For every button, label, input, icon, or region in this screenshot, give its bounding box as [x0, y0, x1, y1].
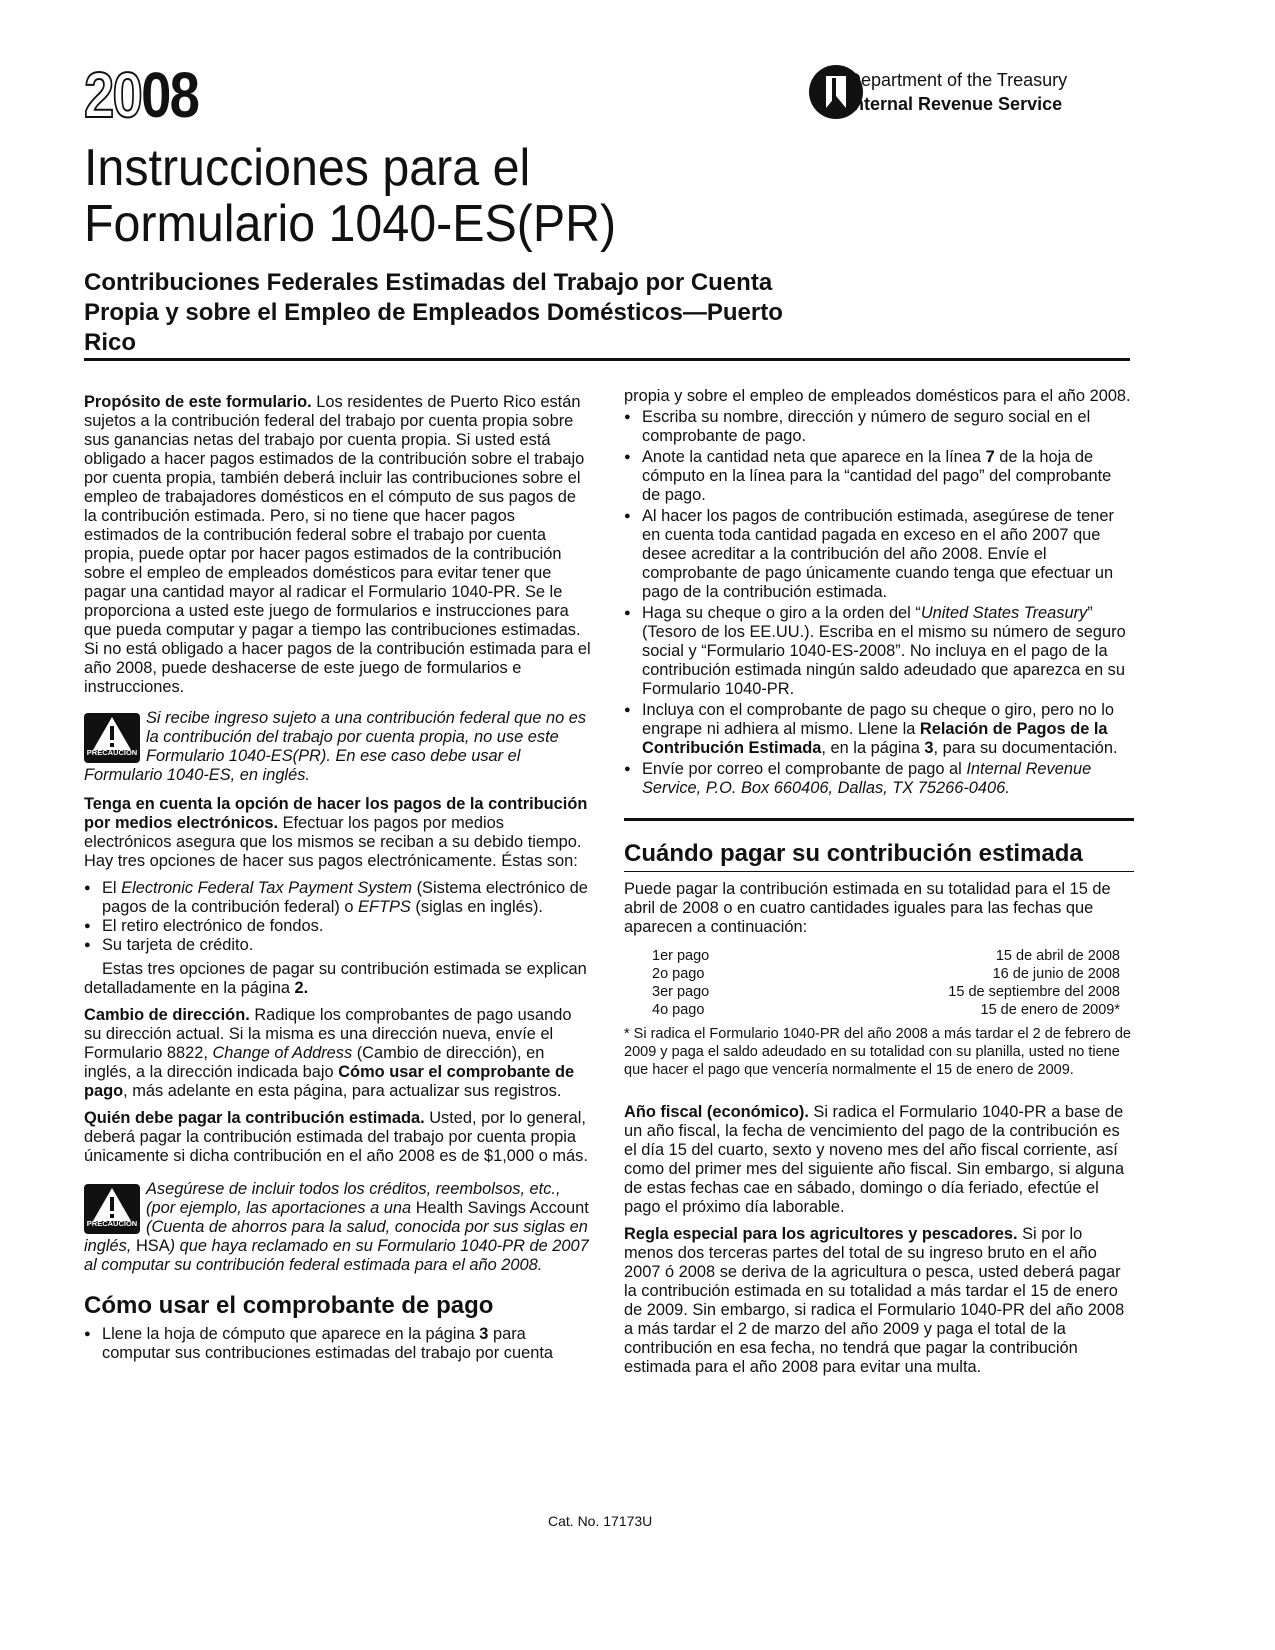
purpose-paragraph: Propósito de este formulario. Los residentes de Puerto Rico están sujetos a la contribución federal del trabajo por cuenta propia sobre sus ganancias netas del trabajo por cuenta propia. Si usted está obligado a hacer pagos estimados de la contribución sobre el trabajo por cuenta propia, también deberá incluir las contribuciones sobre el empleo de trabajadores domésticos en el cómputo de sus pagos de la contribución estimada. Pero, si no tiene que hacer pagos estimados de la contribución federal sobre el trabajo por cuenta propia, puede optar por hacer pagos estimados de la contribución sobre el empleo de empleados domésticos para evitar tener que pagar una cantidad mayor al radicar el Formulario 1040-PR. Se le proporciona a usted este juego de formularios e instrucciones para que pueda computar y pagar a tiempo las contribuciones estimadas. Si no está obligado a hacer pagos de la contribución estimada para el año 2008, puede deshacerse de este juego de formularios e instrucciones. [84, 393, 591, 696]
agency-name: Department of the Treasury Internal Revenue Service [848, 70, 1068, 114]
page-title: Instrucciones para el Formulario 1040-ES(PR) [84, 139, 617, 253]
payment-schedule [652, 947, 1120, 1019]
caution-note: PRECAUCIÓN Si recibe ingreso sujeto a una contribución federal que no es la contribución del trabajo por cuenta propia, no use este Formulario 1040-ES(PR). En ese caso debe usar el Formulario 1040-ES, en inglés. [84, 709, 587, 784]
list-item: ● Al hacer los pagos de contribución estimada, asegúrese de tener en cuenta toda cantidad pagada en exceso en el año 2007 que desee acreditar a la contribución del año 2008. Envíe el comprobante de pago únicamente cuando tenga que efectuar un pago de la contribución estimada. [624, 507, 1134, 602]
list-item: ● Haga su cheque o giro a la orden del “United States Treasury” (Tesoro de los EE.UU.). Escriba en el mismo su número de seguro social y “Formulario 1040-ES-2008”. No incluya en el pago de la contribución estimada ningún saldo adeudado que aparezca en su Formulario 1040-PR. [624, 604, 1134, 699]
schedule-row: 4o pago 15 de enero de 2009* [652, 1002, 1120, 1018]
year-mark: 2008 [84, 59, 199, 131]
schedule-row: 2o pago 16 de junio de 2008 [652, 966, 1120, 982]
list-item: ● Incluya con el comprobante de pago su cheque o giro, pero no lo engrape ni adhiera al mismo. Llene la Relación de Pagos de la Contribución Estimada, en la página 3, para su documentación. [624, 701, 1134, 758]
section-heading: Cómo usar el comprobante de pago [84, 1292, 494, 1319]
schedule-row: 3er pago 15 de septiembre del 2008 [652, 984, 1120, 1000]
schedule-footnote: * Si radica el Formulario 1040-PR del año 2008 a más tardar el 2 de febrero de 2009 y paga el saldo adeudado en su totalidad con su planilla, usted no tiene que hacer el pago que vencería normalmente el 15 de enero de 2009. [624, 1026, 1131, 1078]
catalog-number: Cat. No. 17173U [548, 1513, 653, 1529]
list-item: ● Anote la cantidad neta que aparece en la línea 7 de la hoja de cómputo en la línea para la “cantidad del pago” del comprobante de pago. [624, 448, 1134, 505]
section-divider [624, 818, 1134, 821]
list-item: ● Su tarjeta de crédito. [84, 936, 592, 955]
list-item: ● El retiro electrónico de fondos. [84, 917, 592, 936]
fiscal-year-paragraph: Año fiscal (económico). Si radica el Formulario 1040-PR a base de un año fiscal, la fecha de vencimiento del pago de la contribución es el día 15 del cuarto, sexto y noveno mes del año fiscal corriente, así como del primer mes del siguiente año fiscal. Sin embargo, si alguna de estas fechas cae en sábado, domingo o día feriado, efectúe el pago el próximo día laborable. [624, 1103, 1125, 1216]
caution-note: PRECAUCIÓN Asegúrese de incluir todos los créditos, reembolsos, etc., (por ejemplo, las aportaciones a una Health Savings Account (Cuenta de ahorros para la salud, conocida por sus siglas en inglés, HSA) que haya reclamado en su Formulario 1040-PR de 2007 al computar su contribución federal estimada para el año 2008. [84, 1180, 589, 1274]
list-item: ● El Electronic Federal Tax Payment System (Sistema electrónico de pagos de la contribución federal) o EFTPS (siglas en inglés). [84, 879, 592, 917]
address-change-paragraph: Cambio de dirección. Radique los comprobantes de pago usando su dirección actual. Si la misma es una dirección nueva, envíe el Formulario 8822, Change of Address (Cambio de dirección), en inglés, a la dirección indicada bajo Cómo usar el comprobante de pago, más adelante en esta página, para actualizar sus registros. [84, 1006, 575, 1100]
list-item: ● Llene la hoja de cómputo que aparece en la página 3 para computar sus contribuciones estimadas del trabajo por cuenta [84, 1325, 592, 1363]
who-must-pay-paragraph: Quién debe pagar la contribución estimada. Usted, por lo general, deberá pagar la contribución estimada del trabajo por cuenta propia únicamente si dicha contribución en el año 2008 es de $1,000 o más. [84, 1109, 588, 1165]
left-column: Propósito de este formulario. Los residentes de Puerto Rico están sujetos a la contribución federal del trabajo por cuenta propia sobre sus ganancias netas del trabajo por cuenta propia. Si usted está obligado a hacer pagos estimados de la contribución sobre el trabajo por cuenta propia, también deberá incluir las contribuciones sobre el empleo de trabajadores domésticos en el cómputo de sus pagos de la contribución estimada. Pero, si no tiene que hacer pagos estimados de la contribución federal sobre el trabajo por cuenta propia, puede optar por hacer pagos estimados de la contribución sobre el empleo de empleados domésticos para evitar tener que pagar una cantidad mayor al radicar el Formulario 1040-PR. Se le proporciona a usted este juego de formularios e instrucciones para que pueda computar y pagar a tiempo las contribuciones estimadas. Si no está obligado a hacer pagos de la contribución estimada para el año 2008, puede deshacerse de este juego de formularios e instrucciones. PRECAUCIÓN Si recibe ingreso sujeto a una contribución federal que no es la contribución del trabajo por cuenta propia, no use este Formulario 1040-ES(PR). En ese caso debe usar el Formulario 1040-ES, en inglés. Tenga en cuenta la opción de hacer los pagos de la contribución por medios electrónicos. Efectuar los pagos por medios electrónicos asegura que los mismos se reciban a su debido tiempo. Hay tres opciones de hacer sus pagos electrónicamente. Éstas son: ● El Electronic Federal Tax Payment System (Sistema electrónico de pagos de la contribución federal) o EFTPS (siglas en inglés). ● El retiro electrónico de fondos. ● Su tarjeta de crédito. Estas tres opciones de pagar su contribución estimada se explican detalladamente en la página 2. Cambio de dirección. Radique los comprobantes de pago usando su dirección actual. Si la misma es una dirección nueva, envíe el Formulario 8822, Change of Address (Cambio de dirección), en inglés, a la dirección indicada bajo Cómo usar el comprobante de pago, más adelante en esta página, para actualizar sus registros. Quién debe pagar la contribución estimada. Usted, por lo general, deberá pagar la contribución estimada del trabajo por cuenta propia únicamente si dicha contribución en el año 2008 es de $1,000 o más. PRECAUCIÓN Asegúrese de incluir todos los créditos, reembolsos, etc., (por ejemplo, las aportaciones a una Health Savings Account (Cuenta de ahorros para la salud, conocida por sus siglas en inglés, HSA) que haya reclamado en su Formulario 1040-PR de 2007 al computar su contribución federal estimada para el año 2008. Cómo usar el comprobante de pago ● Llene la hoja de cómputo que aparece en la página 3 para computar sus contribuciones estimadas del trabajo por cuenta [84, 393, 592, 1363]
section-heading: Cuándo pagar su contribución estimada [624, 840, 1083, 867]
schedule-row: 1er pago 15 de abril de 2008 [652, 948, 1120, 964]
page-subtitle: Contribuciones Federales Estimadas del Trabajo por Cuenta Propia y sobre el Empleo de Empleados Domésticos—Puerto Rico [84, 269, 783, 356]
farmers-rule-paragraph: Regla especial para los agricultores y pescadores. Si por lo menos dos terceras partes del total de su ingreso bruto en el año 2007 ó 2008 se deriva de la agricultura o pesca, usted deberá pagar la contribución estimada en su totalidad a más tardar el 15 de enero de 2009. Sin embargo, si radica el Formulario 1040-PR del año 2008 a más tardar el 2 de marzo del año 2009 y paga el total de la contribución en esa fecha, no tendrá que pagar la contribución estimada para el año 2008 para evitar una multa. [624, 1225, 1125, 1376]
header-divider [84, 358, 1130, 361]
list-item: ● Envíe por correo el comprobante de pago al Internal Revenue Service, P.O. Box 660406, Dallas, TX 75266-0406. [624, 760, 1134, 798]
caution-icon: PRECAUCIÓN [84, 1184, 140, 1234]
right-column: propia y sobre el empleo de empleados domésticos para el año 2008. ● Escriba su nombre, dirección y número de seguro social en el comprobante de pago. ● Anote la cantidad neta que aparece en la línea 7 de la hoja de cómputo en la línea para la “cantidad del pago” del comprobante de pago. ● Al hacer los pagos de contribución estimada, asegúrese de tener en cuenta toda cantidad pagada en exceso en el año 2007 que desee acreditar a la contribución del año 2008. Envíe el comprobante de pago únicamente cuando tenga que efectuar un pago de la contribución estimada. ● Haga su cheque o giro a la orden del “United States Treasury” (Tesoro de los EE.UU.). Escriba en el mismo su número de seguro social y “Formulario 1040-ES-2008”. No incluya en el pago de la contribución estimada ningún saldo adeudado que aparezca en su Formulario 1040-PR. ● Incluya con el comprobante de pago su cheque o giro, pero no lo engrape ni adhiera al mismo. Llene la Relación de Pagos de la Contribución Estimada, en la página 3, para su documentación. ● Envíe por correo el comprobante de pago al Internal Revenue Service, P.O. Box 660406, Dallas, TX 75266-0406. Cuándo pagar su contribución estimada Puede pagar la contribución estimada en su totalidad para el 15 de abril de 2008 o en cuatro cantidades iguales para las fechas que aparecen a continuación: 1er pago 15 de abril de 2008 2o pago 16 de junio de 2008 3er pago 15 de septiembre del 2008 4o pago 15 de enero de 2009* * Si radica el Formulario 1040-PR del año 2008 a más tardar el 2 de febrero de 2009 y paga el saldo adeudado en su totalidad con su planilla, usted no tiene que hacer el pago que vencería normalmente el 15 de enero de 2009. Año fiscal (económico). Si radica el Formulario 1040-PR a base de un año fiscal, la fecha de vencimiento del pago de la contribución es el día 15 del cuarto, sexto y noveno mes del año fiscal corriente, así como del primer mes del siguiente año fiscal. Sin embargo, si alguna de estas fechas cae en sábado, domingo o día feriado, efectúe el pago el próximo día laborable. Regla especial para los agricultores y pescadores. Si por lo menos dos terceras partes del total de su ingreso bruto en el año 2007 ó 2008 se deriva de la agricultura o pesca, usted deberá pagar la contribución estimada en su totalidad a más tardar el 15 de enero de 2009. Sin embargo, si radica el Formulario 1040-PR del año 2008 a más tardar el 2 de marzo del año 2009 y paga el total de la contribución en esa fecha, no tendrá que pagar la contribución estimada para el año 2008 para evitar una multa. [624, 387, 1134, 1385]
list-item: ● Escriba su nombre, dirección y número de seguro social en el comprobante de pago. [624, 408, 1134, 446]
caution-icon: PRECAUCIÓN [84, 713, 140, 763]
